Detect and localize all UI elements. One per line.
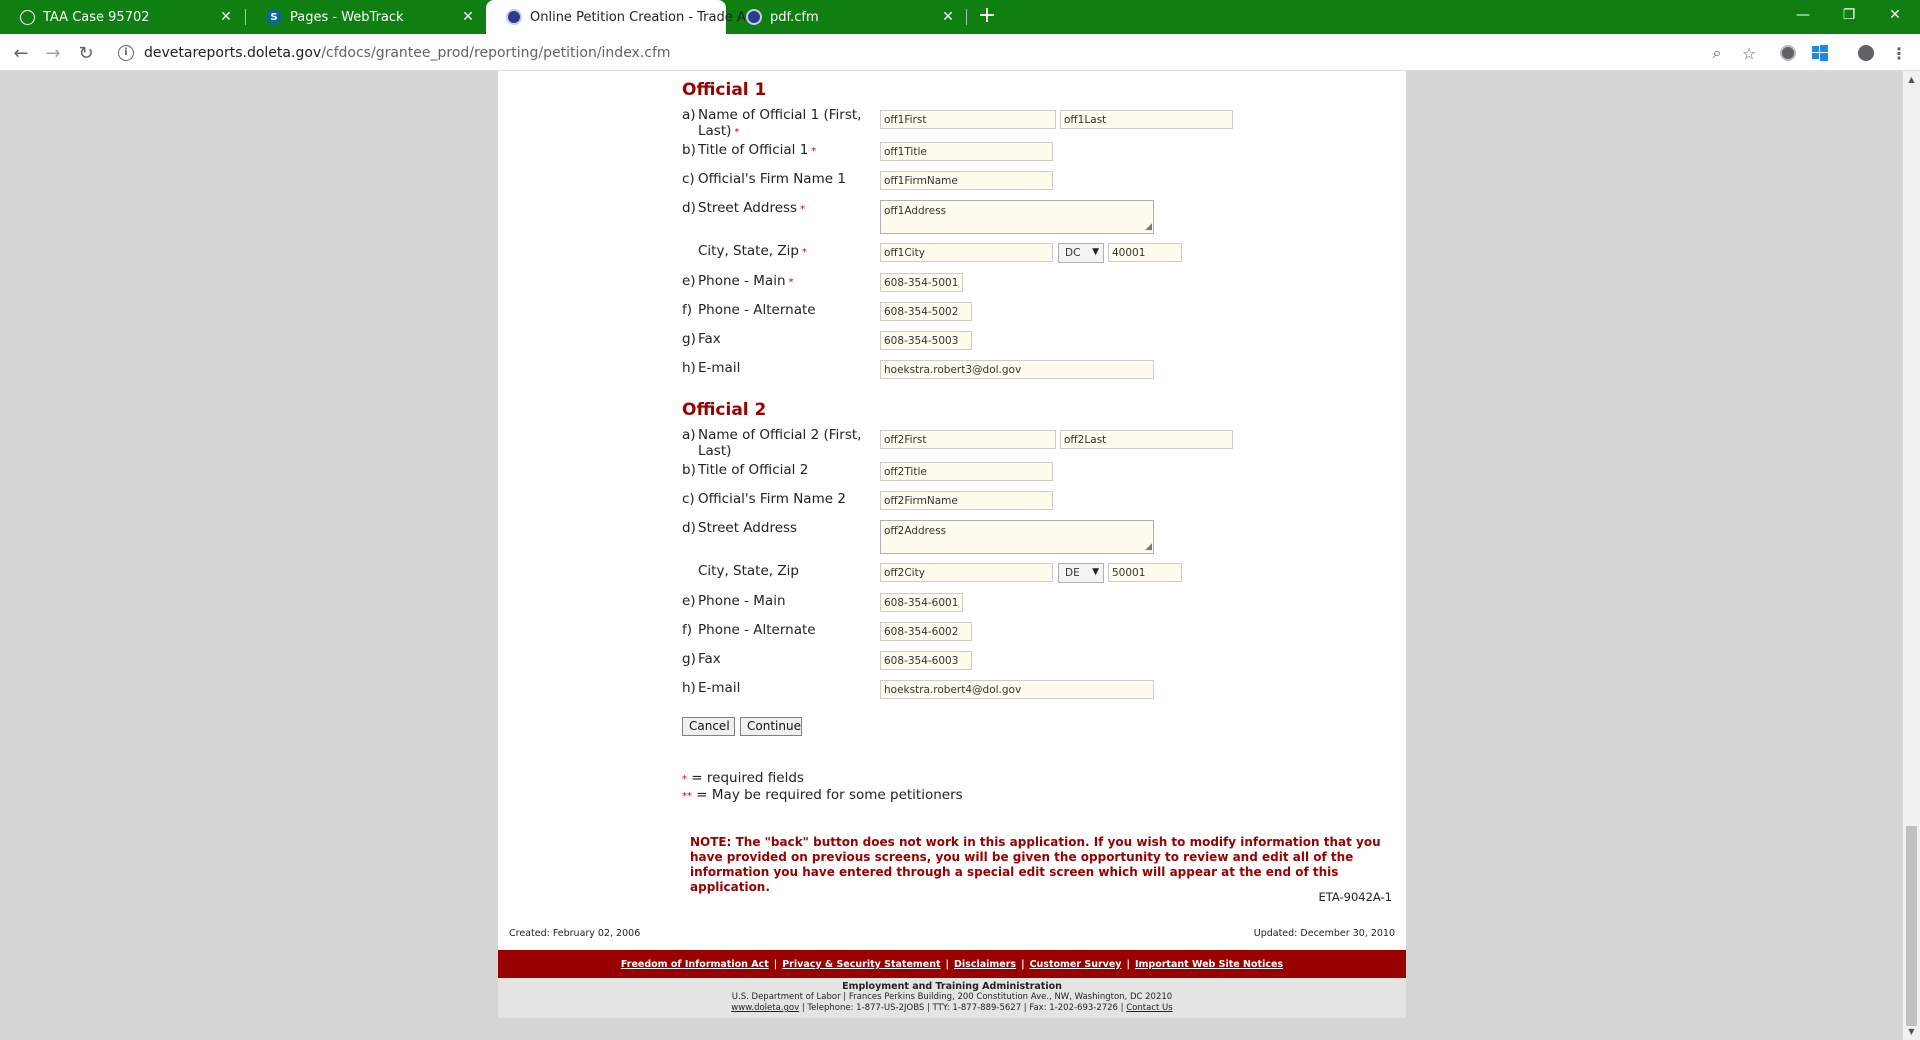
firm-name-input[interactable]: off1FirmName bbox=[880, 171, 1053, 190]
scroll-up-icon[interactable]: ▲ bbox=[1908, 75, 1915, 84]
scrollbar-thumb[interactable] bbox=[1906, 826, 1917, 1026]
fax-input[interactable]: 608-354-5003 bbox=[880, 331, 972, 350]
label-fax-2: g) Fax bbox=[682, 651, 721, 667]
phone-alternate-input[interactable]: 608-354-6002 bbox=[880, 622, 972, 641]
resize-grip-icon[interactable]: ◢ bbox=[1145, 542, 1152, 552]
title-input[interactable]: off2Title bbox=[880, 462, 1053, 481]
url-text: devetareports.doleta.gov/cfdocs/grantee_prod/reporting/petition/index.cfm bbox=[144, 44, 671, 61]
section-title-official-1: Official 1 bbox=[682, 80, 767, 100]
footer-contact-line: www.doleta.gov | Telephone: 1-877-US-2JOBS | TTY: 1-877-889-5627 | Fax: 1-202-693-2726 | Contact Us bbox=[731, 1003, 1173, 1013]
label-city-state-zip-1: City, State, Zip * bbox=[698, 243, 807, 259]
email-input[interactable]: hoekstra.robert3@dol.gov bbox=[880, 360, 1154, 379]
email-input[interactable]: hoekstra.robert4@dol.gov bbox=[880, 680, 1154, 699]
profile-icon[interactable] bbox=[1855, 42, 1877, 64]
label-email-1: h) E-mail bbox=[682, 360, 741, 376]
label-phone-main-2: e) Phone - Main bbox=[682, 593, 786, 609]
disclaimers-link[interactable]: Disclaimers bbox=[954, 958, 1017, 970]
extension-circle-icon[interactable] bbox=[1777, 42, 1799, 64]
legend-required: * = required fields bbox=[682, 770, 804, 786]
continue-button[interactable]: Continue bbox=[740, 717, 802, 736]
last-name-input[interactable]: off1Last bbox=[1060, 110, 1233, 129]
privacy-link[interactable]: Privacy & Security Statement bbox=[782, 958, 941, 970]
tab-taa-case[interactable] bbox=[0, 0, 244, 34]
web-site-notices-link[interactable]: Important Web Site Notices bbox=[1134, 958, 1284, 970]
phone-main-input[interactable]: 608-354-5001 bbox=[880, 273, 963, 292]
zip-input[interactable]: 50001 bbox=[1108, 563, 1182, 582]
site-info-icon[interactable]: i bbox=[118, 45, 134, 61]
updated-date: Updated: December 30, 2010 bbox=[1253, 928, 1395, 939]
street-address-textarea[interactable]: off1Address ◢ bbox=[880, 200, 1154, 234]
back-button-note: NOTE: The "back" button does not work in this application. If you wish to modify information that you have provided on previous screens, you will be given the opportunity to review and edit all of the information you have entered through a special edit screen which will appear at the end of this application. bbox=[690, 835, 1381, 894]
back-arrow-icon[interactable]: ← bbox=[13, 42, 29, 64]
section-title-official-2: Official 2 bbox=[682, 400, 767, 420]
page-content bbox=[498, 71, 1406, 1018]
label-title-official-1: b) Title of Official 1 * bbox=[682, 142, 817, 158]
close-icon[interactable]: ✕ bbox=[942, 9, 954, 25]
required-marker: * bbox=[734, 127, 740, 138]
created-date: Created: February 02, 2006 bbox=[509, 928, 641, 939]
windows-icon[interactable] bbox=[1809, 42, 1831, 64]
label-street-address-2: d) Street Address bbox=[682, 520, 798, 536]
last-name-input[interactable]: off2Last bbox=[1060, 430, 1233, 449]
label-name-official-1: a) Name of Official 1 (First, Last) * bbox=[682, 107, 862, 139]
label-street-address-1: d) Street Address * bbox=[682, 200, 806, 216]
browser-tab-bar bbox=[0, 0, 1920, 34]
footer-org: Employment and Training Administration bbox=[842, 981, 1062, 992]
window-close-icon[interactable]: ✕ bbox=[1889, 7, 1901, 23]
scroll-down-icon[interactable]: ▼ bbox=[1908, 1027, 1915, 1036]
close-icon[interactable]: ✕ bbox=[220, 9, 232, 25]
cancel-button[interactable]: Cancel bbox=[682, 717, 735, 736]
zip-input[interactable]: 40001 bbox=[1108, 243, 1182, 262]
new-tab-button[interactable]: + bbox=[977, 3, 997, 28]
first-name-input[interactable]: off2First bbox=[880, 430, 1056, 449]
dropdown-arrow-icon: ▼ bbox=[1092, 567, 1099, 577]
label-phone-main-1: e) Phone - Main * bbox=[682, 273, 794, 289]
label-fax-1: g) Fax bbox=[682, 331, 721, 347]
footer-links-bar: Freedom of Information Act | Privacy & Security Statement | Disclaimers | Customer Survey | Important Web Site Notices bbox=[498, 950, 1406, 978]
street-address-textarea[interactable]: off2Address ◢ bbox=[880, 520, 1154, 554]
label-phone-alt-1: f) Phone - Alternate bbox=[682, 302, 816, 318]
globe-icon bbox=[20, 10, 35, 25]
form-code: ETA-9042A-1 bbox=[1318, 890, 1392, 904]
restore-icon[interactable]: ❐ bbox=[1842, 7, 1856, 23]
url-bar[interactable] bbox=[112, 38, 1760, 67]
state-select[interactable]: DE ▼ bbox=[1058, 563, 1104, 583]
dol-seal-icon bbox=[506, 9, 522, 25]
sharepoint-icon: S bbox=[266, 9, 282, 25]
doleta-link[interactable]: www.doleta.gov bbox=[731, 1003, 800, 1013]
city-input[interactable]: off2City bbox=[880, 563, 1053, 582]
phone-main-input[interactable]: 608-354-6001 bbox=[880, 593, 963, 612]
tab-label: Online Petition Creation - Trade A bbox=[530, 9, 746, 25]
label-name-official-2: a) Name of Official 2 (First, Last) bbox=[682, 427, 862, 459]
tab-pages-webtrack[interactable] bbox=[246, 0, 486, 34]
customer-survey-link[interactable]: Customer Survey bbox=[1029, 958, 1122, 970]
menu-kebab-icon[interactable]: ⋮ bbox=[1891, 43, 1907, 63]
legend-maybe-required: ** = May be required for some petitioners bbox=[682, 787, 963, 803]
label-phone-alt-2: f) Phone - Alternate bbox=[682, 622, 816, 638]
contact-us-link[interactable]: Contact Us bbox=[1126, 1003, 1173, 1013]
minimize-icon[interactable]: — bbox=[1796, 7, 1810, 23]
close-icon[interactable]: ✕ bbox=[462, 9, 474, 25]
label-firm-name-1: c) Official's Firm Name 1 bbox=[682, 171, 846, 187]
page-scrollbar[interactable] bbox=[1903, 71, 1920, 1040]
firm-name-input[interactable]: off2FirmName bbox=[880, 491, 1053, 510]
first-name-input[interactable]: off1First bbox=[880, 110, 1056, 129]
footer-address: U.S. Department of Labor | Frances Perkins Building, 200 Constitution Ave., NW, Washington, DC 20210 bbox=[731, 992, 1173, 1002]
foia-link[interactable]: Freedom of Information Act bbox=[620, 958, 769, 970]
label-title-official-2: b) Title of Official 2 bbox=[682, 462, 809, 478]
title-input[interactable]: off1Title bbox=[880, 142, 1053, 161]
tab-label: Pages - WebTrack bbox=[290, 9, 404, 25]
bookmark-star-icon[interactable]: ☆ bbox=[1741, 43, 1757, 63]
fax-input[interactable]: 608-354-6003 bbox=[880, 651, 972, 670]
dropdown-arrow-icon: ▼ bbox=[1092, 247, 1099, 257]
city-input[interactable]: off1City bbox=[880, 243, 1053, 262]
address-toolbar bbox=[0, 34, 1920, 71]
tab-online-petition[interactable] bbox=[486, 0, 746, 34]
footer-info bbox=[498, 978, 1406, 1018]
tab-label: pdf.cfm bbox=[770, 9, 819, 25]
reload-icon[interactable]: ↻ bbox=[78, 42, 94, 64]
resize-grip-icon[interactable]: ◢ bbox=[1145, 222, 1152, 232]
state-select[interactable]: DC ▼ bbox=[1058, 243, 1104, 263]
forward-arrow-icon[interactable]: → bbox=[45, 42, 61, 64]
phone-alternate-input[interactable]: 608-354-5002 bbox=[880, 302, 972, 321]
tab-pdf-cfm[interactable] bbox=[726, 0, 966, 34]
label-email-2: h) E-mail bbox=[682, 680, 741, 696]
tab-label: TAA Case 95702 bbox=[43, 9, 150, 25]
label-city-state-zip-2: City, State, Zip bbox=[698, 563, 799, 579]
dol-seal-icon bbox=[746, 9, 762, 25]
label-firm-name-2: c) Official's Firm Name 2 bbox=[682, 491, 846, 507]
zoom-icon[interactable]: ⌕ bbox=[1712, 43, 1722, 62]
